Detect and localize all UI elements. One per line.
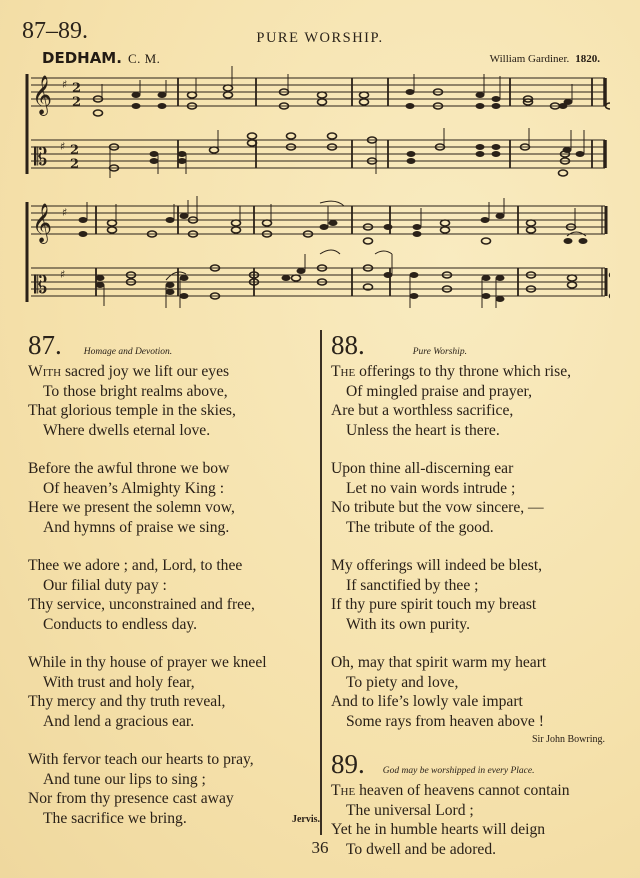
composer bbox=[490, 53, 600, 65]
verse-line: Let no vain words intrude ; bbox=[346, 479, 516, 497]
svg-text:𝄞: 𝄞 bbox=[32, 203, 53, 243]
verse-line: The heaven of heavens cannot contain bbox=[331, 782, 570, 799]
svg-text:𝄡: 𝄡 bbox=[34, 271, 48, 299]
music-score-icon bbox=[20, 66, 610, 186]
verse-line: The universal Lord ; bbox=[346, 801, 474, 819]
verse-line: Thee we adore ; and, Lord, to thee bbox=[28, 557, 243, 574]
verse-line: Oh, may that spirit warm my heart bbox=[331, 654, 547, 671]
verse-line: Thy service, unconstrained and free, bbox=[28, 596, 255, 613]
svg-text:♯: ♯ bbox=[62, 78, 68, 91]
hymn-author: Jervis. bbox=[291, 813, 320, 825]
svg-text:♯: ♯ bbox=[60, 140, 66, 153]
verse-line: To piety and love, bbox=[346, 673, 459, 691]
verse-line: Unless the heart is there. bbox=[346, 421, 500, 439]
stanza bbox=[331, 556, 621, 634]
tune-name-label: DEDHAM. bbox=[42, 49, 122, 67]
tune-name bbox=[42, 49, 160, 67]
verse-line: With sacred joy we lift our eyes bbox=[28, 363, 230, 380]
verse-line: That glorious temple in the skies, bbox=[28, 402, 236, 419]
verse-line: Before the awful throne we bow bbox=[28, 460, 230, 477]
verse-line: Of mingled praise and prayer, bbox=[346, 382, 532, 400]
verse-line: Conducts to endless day. bbox=[43, 615, 198, 633]
verse-line: Are but a worthless sacrifice, bbox=[331, 402, 514, 419]
verse-line: And to life’s lowly vale impart bbox=[331, 693, 523, 710]
verse-line: Yet he in humble hearts will deign bbox=[331, 821, 546, 838]
hymn-number: 89. bbox=[331, 749, 365, 779]
first-word: With bbox=[28, 363, 62, 380]
svg-text:♯: ♯ bbox=[62, 206, 68, 219]
svg-text:2: 2 bbox=[72, 81, 82, 96]
hymn-subtitle: Homage and Devotion. bbox=[83, 347, 173, 357]
verse-line: If sanctified by thee ; bbox=[346, 576, 479, 594]
verse-line: To dwell and be adored. bbox=[346, 840, 497, 858]
verse-line: The offerings to thy throne which rise, bbox=[331, 363, 572, 380]
verse-line: No tribute but the vow sincere, — bbox=[331, 499, 544, 516]
verse-line: The tribute of the good. bbox=[346, 518, 494, 536]
hymn-88 bbox=[331, 330, 621, 878]
hymn-subtitle: God may be worshipped in every Place. bbox=[382, 766, 535, 776]
stanza bbox=[28, 459, 318, 537]
svg-text:𝄞: 𝄞 bbox=[32, 75, 53, 115]
stanza bbox=[331, 653, 621, 731]
hymn-header bbox=[331, 749, 621, 781]
verse-line: With fervor teach our hearts to pray, bbox=[28, 751, 254, 768]
verse-line: The sacrifice we bring. Jervis. bbox=[28, 809, 318, 829]
music-system-2 bbox=[20, 194, 610, 314]
verse-line: While in thy house of prayer we kneel bbox=[28, 654, 267, 671]
verse-line: And hymns of praise we sing. bbox=[43, 518, 230, 536]
stanza bbox=[28, 653, 318, 731]
verse-line: To those bright realms above, bbox=[43, 382, 228, 400]
verse-line: And tune our lips to sing ; bbox=[43, 770, 206, 788]
composer-name: William Gardiner. bbox=[489, 53, 570, 65]
stanza bbox=[28, 362, 318, 440]
tune-meter: C. M. bbox=[127, 51, 161, 66]
stanza bbox=[28, 750, 318, 828]
svg-text:𝄡: 𝄡 bbox=[34, 143, 48, 171]
verse-line: Upon thine all-discerning ear bbox=[331, 460, 514, 477]
stanza bbox=[331, 362, 621, 440]
first-word: The bbox=[331, 363, 356, 380]
hymn-header bbox=[28, 330, 318, 362]
verse-line: Here we present the solemn vow, bbox=[28, 499, 235, 516]
page-title: PURE WORSHIP. bbox=[256, 30, 384, 46]
verse-line: Some rays from heaven above ! bbox=[346, 712, 544, 730]
hymn-subtitle: Pure Worship. bbox=[412, 347, 467, 357]
verse-line: And lend a gracious ear. bbox=[43, 712, 195, 730]
svg-text:2: 2 bbox=[70, 143, 80, 158]
hymn-header bbox=[331, 330, 621, 362]
column-divider bbox=[320, 330, 322, 835]
first-word: The bbox=[331, 782, 356, 799]
hymn-87 bbox=[28, 330, 318, 828]
hymn-number: 87. bbox=[28, 330, 62, 360]
verse-line: With its own purity. bbox=[346, 615, 470, 633]
verse-line: Of heaven’s Almighty King : bbox=[43, 479, 225, 497]
music-system-1 bbox=[20, 66, 610, 186]
verse-line: Where dwells eternal love. bbox=[43, 421, 211, 439]
verse-line: Thy mercy and thy truth reveal, bbox=[28, 693, 226, 710]
hymn-range: 87–89. bbox=[22, 18, 88, 44]
music-score-icon bbox=[20, 194, 610, 314]
composer-year: 1820. bbox=[575, 53, 600, 65]
hymn-author: Sir John Bowring. bbox=[531, 734, 605, 745]
stanza bbox=[28, 556, 318, 634]
svg-text:♯: ♯ bbox=[60, 268, 66, 281]
verse-line: With trust and holy fear, bbox=[43, 673, 195, 691]
page-number: 36 bbox=[311, 838, 329, 857]
verse-line: If thy pure spirit touch my breast bbox=[331, 596, 537, 613]
verse-line: Nor from thy presence cast away bbox=[28, 790, 234, 807]
verse-line: Our filial duty pay : bbox=[43, 576, 167, 594]
verse-line: My offerings will indeed be blest, bbox=[331, 557, 543, 574]
hymn-number: 88. bbox=[331, 330, 365, 360]
stanza bbox=[331, 459, 621, 537]
svg-text:2: 2 bbox=[72, 95, 82, 110]
svg-text:2: 2 bbox=[70, 157, 80, 172]
